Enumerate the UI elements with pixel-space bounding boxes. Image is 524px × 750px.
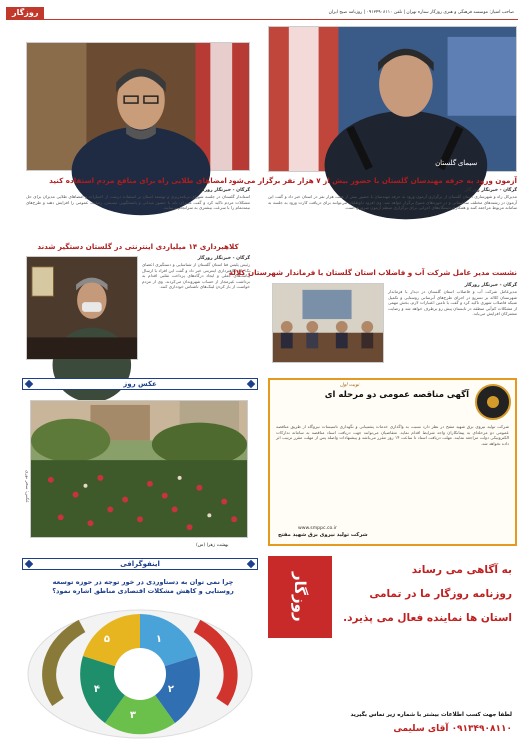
diamond-icon — [247, 560, 255, 568]
article1-photo — [268, 26, 517, 172]
infographic-section-bar — [22, 558, 258, 570]
diamond-icon — [25, 380, 33, 388]
article2-body: استاندار گلستان در جلسه شورای برنامه‌ریزی و توسعه استان بر استفاده درست از اختیارات و امضاهای طلایی مدیران برای حل مشکلات مردم تاکید کرد و گفت مدیران باید با حضور میدانی و پاسخگویی مستمر، رضایت عمومی را افزایش دهند و طرح‌های نیمه‌تمام را با سرعت بیشتری به سرانجام برسانند. — [26, 194, 250, 211]
power-plant-logo — [475, 384, 511, 420]
photo-of-day — [30, 400, 248, 538]
article3-photo — [26, 256, 138, 360]
article2-photo — [26, 42, 250, 171]
article1-byline: گرگان - خبرنگار روزگار — [464, 188, 517, 193]
photo-caption: بهشت زهرا (س) — [196, 543, 229, 548]
article4-byline: گرگان - خبرنگار روزگار — [464, 283, 517, 288]
tender-body: شرکت تولید نیروی برق شهید مفتح در نظر دارد نسبت به واگذاری خدمات پشتیبانی و نگهداری تاسیسات نیروگاه از طریق مناقصه عمومی دو مرحله‌ای به پیمانکاران واجد شرایط اقدام نماید. متقاضیان می‌توانند جهت دریافت اسناد مناقصه به سامانه تدارکات الکترونیکی دولت مراجعه نمایند. مهلت دریافت اسناد تا ساعت ۱۴ روز مقرر می‌باشد و پیشنهادات واصله پس از مهلت مقرر ترتیب اثر داده نخواهد شد. — [276, 424, 509, 446]
article1-headline: آزمون ورود به حرفه مهندسان گلستان با حضور بیش از ۷ هزار نفر برگزار می‌شود — [228, 176, 517, 185]
wheel-number: ۳ — [129, 710, 136, 721]
ad-logo: روزگار — [268, 556, 332, 638]
representative-ad — [266, 552, 518, 744]
ad-contact-note: لطفا جهت کسب اطلاعات بیشتر با شماره زیر تماس بگیرید — [350, 712, 512, 718]
photo-section-title: عکس روز — [123, 380, 157, 388]
article3-body: رئیس پلیس فتا استان گلستان از شناسایی و دستگیری اعضای یک باند کلاهبرداری اینترنتی خبر داد و گفت این افراد با ارسال پیامک‌های جعلی و ایجاد درگاه‌های پرداخت تقلبی اقدام به برداشت غیرمجاز از حساب شهروندان می‌کردند. وی از مردم خواست از باز کردن لینک‌های ناشناس خودداری کنند. — [142, 262, 250, 290]
masthead-logo: روزگار — [6, 7, 44, 19]
ad-line: استان ها نماینده فعال می پذیرد. — [343, 612, 512, 624]
tender-title: آگهی مناقصه عمومی دو مرحله ای — [324, 390, 469, 400]
article2-text — [26, 188, 250, 238]
article2-byline: گرگان - خبرنگار روزگار — [197, 188, 250, 193]
wheel-number: ۵ — [103, 634, 110, 645]
tender-notice — [268, 378, 517, 546]
masthead — [6, 6, 518, 20]
photo-credit: عکس: سحر نوری — [24, 470, 29, 503]
diamond-icon — [25, 560, 33, 568]
diamond-icon — [247, 380, 255, 388]
wheel-number: ۲ — [167, 684, 174, 695]
article3-headline: کلاهبرداری ۱۴ میلیاردی اینترنتی در گلستان دستگیر شدند — [37, 242, 239, 251]
infographic-heading: چرا نمی توان به دستاوردی در خور توجه در حوزه توسعه روستایی و کاهش مشکلات اقتصادی مناطق اشاره نمود؟ — [52, 578, 234, 595]
svg-text:سیمای گلستان: سیمای گلستان — [435, 160, 478, 168]
wheel-number: ۱ — [155, 634, 162, 645]
ad-phone[interactable]: ۰۹۱۳۴۹۰۸۱۱۰ آقای سلیمی — [393, 724, 512, 734]
photo-section-bar — [22, 378, 258, 390]
article4-body: مدیرعامل شرکت آب و فاضلاب استان گلستان در دیدار با فرماندار شهرستان کلاله بر تسریع در اجرای طرح‌های آبرسانی روستایی و تکمیل شبکه فاضلاب شهری تاکید کرد و گفت با تامین اعتبارات لازم، بخش مهمی از مشکلات کم‌آبی منطقه در تابستان پیش رو برطرف خواهد شد و رضایت مشترکان افزایش می‌یابد. — [388, 289, 517, 317]
tender-signature: شرکت تولید نیروی برق شهید مفتح — [278, 532, 368, 538]
article4-headline: نشست مدیر عامل شرکت آب و فاضلاب استان گلستان با فرماندار شهرستان کلاله — [228, 268, 517, 277]
ad-line: به آگاهی می رساند — [411, 564, 512, 576]
article4-text — [388, 283, 517, 367]
wheel-number: ۴ — [93, 684, 100, 695]
article4-photo — [272, 283, 384, 363]
ad-line: روزنامه روزگار ما در تمامی — [369, 588, 512, 600]
masthead-info: صاحب امتیاز: موسسه فرهنگی و هنری روزگار ستاره تهران | تلفن ۰۹۱۳۴۹۰۸۱۱۰ | روزنامه صبح ایران — [328, 10, 514, 15]
infographic-wheel — [22, 606, 258, 742]
article3-byline: گرگان - خبرنگار روزگار — [197, 256, 250, 261]
article1-body: مدیرکل راه و شهرسازی استان گلستان از برگزاری آزمون ورود به حرفه مهندسان با حضور بیش از هفت هزار نفر در استان خبر داد و گفت این آزمون در رشته‌های مختلف ساختمانی و در حوزه‌های متنوع برگزار خواهد شد. وی افزود داوطلبان می‌توانند برای دریافت کارت ورود به جلسه به سامانه مربوط مراجعه کنند و همکاری دستگاه‌های اجرایی برای برگزاری منظم آزمون ضروری است. — [268, 194, 517, 211]
tender-text — [276, 424, 509, 522]
tender-website[interactable]: www.smppc.co.ir — [298, 526, 337, 531]
tender-turn: نوبت اول — [340, 382, 360, 388]
article1-text — [268, 188, 517, 236]
infographic-section-title: اینفوگرافی — [120, 560, 160, 568]
article2-headline: امضاهای طلایی راه برای منافع مردم استفاده کنید — [49, 176, 227, 185]
